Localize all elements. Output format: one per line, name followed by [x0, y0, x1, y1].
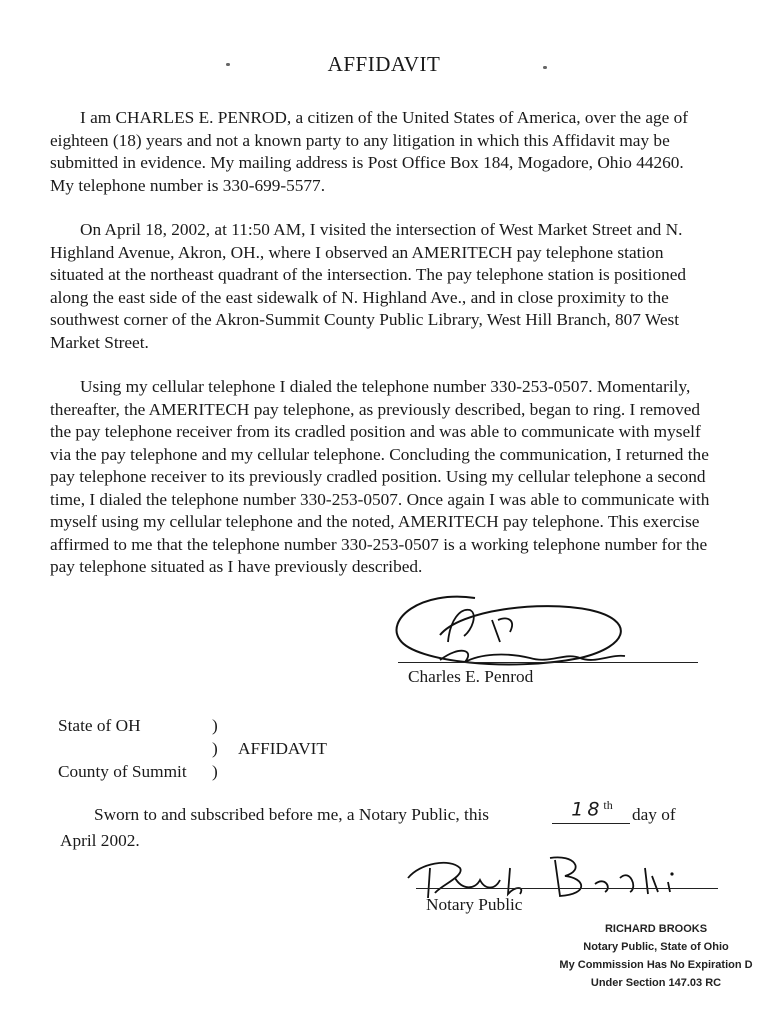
venue-paren: ) — [212, 739, 218, 758]
affiant-name: Charles E. Penrod — [408, 667, 534, 686]
jurat-text: Sworn to and subscribed before me, a Notary Public, this — [94, 805, 489, 824]
paragraph-identity: I am CHARLES E. PENROD, a citizen of the United States of America, over the age of eighteen (18) years and not a known party to any litigation in which this Affidavit may be submitted in evidence. My mailing address is Post Office Box 184, Mogadore, Ohio 44260. My telephone number is 330-699-5577. — [50, 108, 689, 195]
jurat-day-suffix: th — [603, 798, 613, 812]
affiant-signature — [380, 580, 710, 680]
jurat-day-line — [552, 823, 630, 824]
venue-paren: ) — [212, 762, 218, 781]
venue-county: County of Summit — [58, 762, 187, 781]
paragraph-location: On April 18, 2002, at 11:50 AM, I visited the intersection of West Market Street and N. Highland Avenue, Akron, OH., where I observed an AMERITECH pay telephone station situated at the northeast quadrant of the intersection. The pay telephone station is positioned along the east side of the east sidewalk of N. Highland Ave., and in close proximity to the southwest corner of the Akron-Summit County Public Library, West Hill Branch, 807 West Market Street. — [50, 220, 687, 352]
jurat-date: April 2002. — [60, 831, 140, 850]
document-title: AFFIDAVIT — [327, 52, 441, 76]
stamp-name: RICHARD BROOKS — [604, 923, 708, 935]
stamp-line: Under Section 147.03 RC — [590, 977, 722, 989]
venue-paren: ) — [212, 716, 218, 735]
paragraph-test-call: Using my cellular telephone I dialed the telephone number 330-253-0507. Momentarily, thereafter, the AMERITECH pay telephone, as previously described, began to ring. I removed the pay telephone receiver from its cradled position and was able to communicate with myself via the pay telephone and my cellular telephone. Concluding the communication, I returned the pay telephone receiver to its previously cradled position. Using my cellular telephone a second time, I dialed the telephone number 330-253-0507. Once again I was able to communicate with myself using my cellular telephone and the noted, AMERITECH pay telephone. This exercise affirmed to me that the telephone number 330-253-0507 is a working telephone number for the pay telephone situated as I have previously described. — [50, 377, 710, 576]
jurat-day-handwritten — [556, 798, 628, 820]
stamp-line: Notary Public, State of Ohio — [583, 941, 729, 953]
affiant-signature-line — [398, 662, 698, 663]
notary-stamp — [546, 920, 766, 992]
notary-signature-line — [416, 888, 718, 889]
venue-label: AFFIDAVIT — [238, 739, 327, 758]
stamp-line: My Commission Has No Expiration D — [559, 959, 753, 971]
venue-state: State of OH — [58, 716, 141, 735]
jurat-day-value: 18 — [571, 798, 604, 821]
jurat-text-tail: day of — [632, 805, 676, 824]
notary-label: Notary Public — [426, 895, 523, 914]
